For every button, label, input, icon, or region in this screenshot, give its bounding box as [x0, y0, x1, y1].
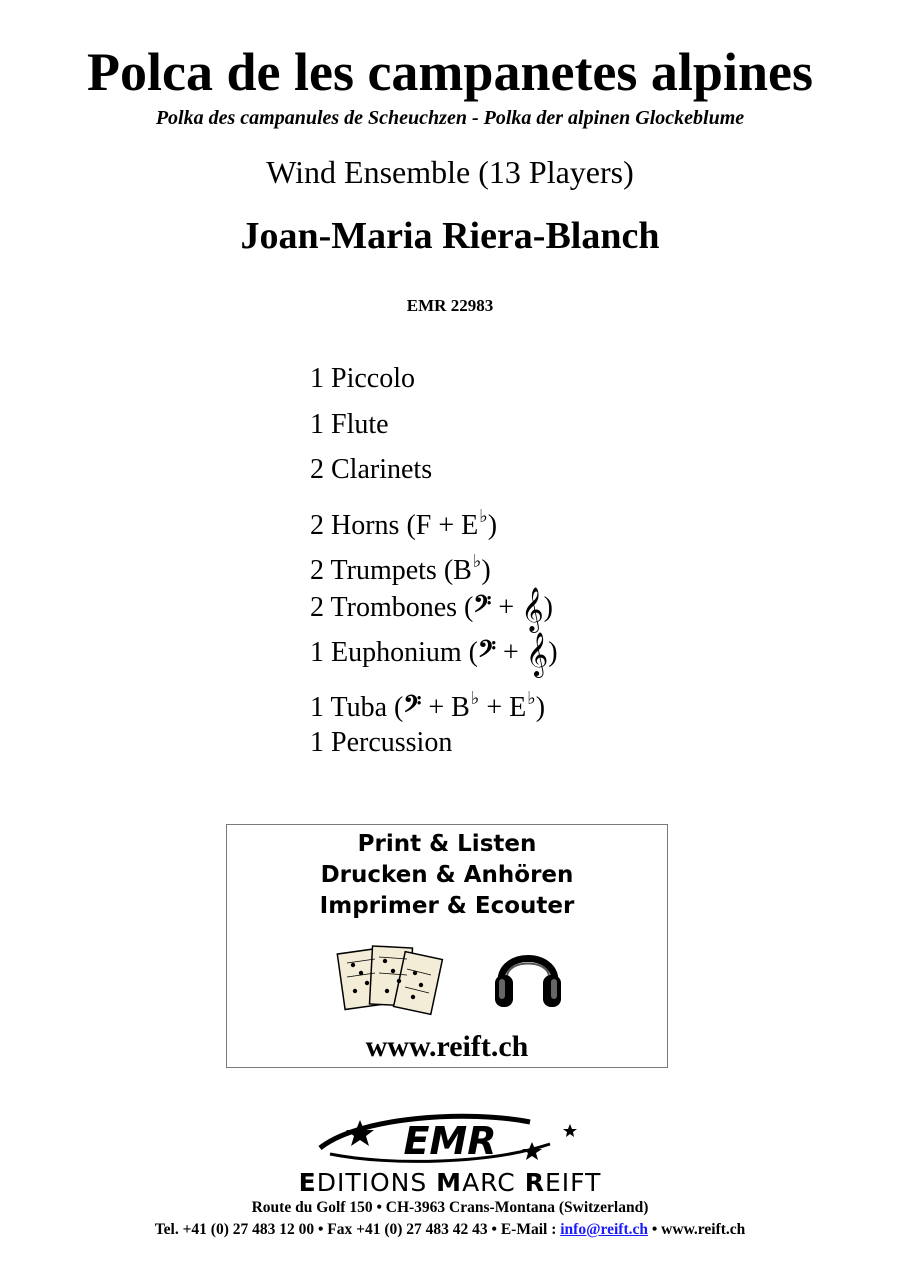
flat-sign: ♭ — [479, 505, 488, 526]
instrument-label: 2 Trumpets (B — [310, 555, 472, 586]
instrument-label-mid: + E — [479, 691, 527, 723]
composer-name: Joan-Maria Riera-Blanch — [240, 215, 660, 257]
print-listen-box — [226, 824, 668, 1068]
instrument-item — [310, 588, 558, 634]
instrument-label-end: ) — [535, 691, 546, 723]
ensemble-label: Wind Ensemble (13 Players) — [266, 154, 634, 190]
page-title: Polca de les campanetes alpines — [87, 42, 813, 102]
instrument-item — [310, 451, 558, 497]
contact-phone-fax: Tel. +41 (0) 27 483 12 00 • Fax +41 (0) 27 483 42 43 • E-Mail : — [154, 1221, 561, 1238]
publisher-address: Route du Golf 150 • CH-3963 Crans-Montana (Switzerland) — [251, 1199, 649, 1216]
publisher-name-part: DITIONS — [316, 1168, 437, 1197]
bass-clef-icon: 𝄢 — [473, 589, 492, 623]
promo-website[interactable]: www.reift.ch — [365, 1030, 529, 1063]
instrument-label-mid: + — [491, 591, 522, 623]
instrument-label: 1 Tuba ( — [310, 691, 404, 723]
instrument-label: 2 Clarinets — [310, 454, 433, 485]
emr-logo — [300, 1110, 600, 1170]
logo-text: EMR — [403, 1119, 497, 1163]
flat-sign: ♭ — [527, 687, 536, 708]
treble-clef-icon: 𝄞 — [521, 586, 544, 631]
publisher-name-part: R — [524, 1168, 545, 1197]
instrument-item — [310, 679, 558, 725]
instrument-label-end: ) — [481, 555, 491, 586]
catalog-number: EMR 22983 — [406, 296, 494, 315]
publisher-name-part: E — [298, 1168, 317, 1197]
instrument-item — [310, 406, 558, 452]
promo-line-fr: Imprimer & Ecouter — [319, 893, 575, 919]
instrument-item — [310, 497, 558, 543]
flat-sign: ♭ — [472, 551, 482, 571]
publisher-name — [0, 1168, 900, 1198]
promo-line-en: Print & Listen — [357, 831, 537, 857]
instrument-item — [310, 724, 558, 770]
instrument-label-end: ) — [487, 509, 498, 541]
promo-line-de: Drucken & Anhören — [320, 862, 574, 888]
instrument-label: 1 Euphonium ( — [310, 637, 478, 668]
instrument-label: 2 Horns (F + E — [310, 509, 479, 541]
publisher-name-part: EIFT — [544, 1168, 602, 1197]
publisher-contact — [0, 1220, 900, 1240]
instrument-item — [310, 542, 558, 588]
instrument-label-end: ) — [548, 637, 558, 668]
flat-sign: ♭ — [470, 687, 480, 708]
bass-clef-icon: 𝄢 — [478, 635, 497, 668]
bass-clef-icon: 𝄢 — [403, 689, 422, 723]
instrument-label-mid: + — [496, 637, 526, 668]
headphones-icon — [493, 937, 563, 1013]
instrument-list — [310, 360, 558, 770]
instrument-item — [310, 633, 558, 679]
instrument-label: 1 Piccolo — [310, 363, 415, 394]
instrument-label-mid: + B — [421, 691, 470, 723]
sheet-music-icon — [335, 943, 447, 1019]
treble-clef-icon: 𝄞 — [525, 632, 549, 676]
publisher-name-part: M — [436, 1168, 463, 1197]
contact-website: • www.reift.ch — [648, 1221, 746, 1238]
instrument-label: 1 Percussion — [310, 727, 453, 758]
publisher-name-part: ARC — [462, 1168, 525, 1197]
instrument-label-end: ) — [543, 591, 553, 623]
instrument-item — [310, 360, 558, 406]
instrument-label: 1 Flute — [310, 408, 389, 440]
instrument-label: 2 Trombones ( — [310, 591, 474, 623]
subtitle: Polka des campanules de Scheuchzen - Polka der alpinen Glockeblume — [155, 107, 745, 129]
email-link[interactable]: info@reift.ch — [560, 1221, 648, 1238]
